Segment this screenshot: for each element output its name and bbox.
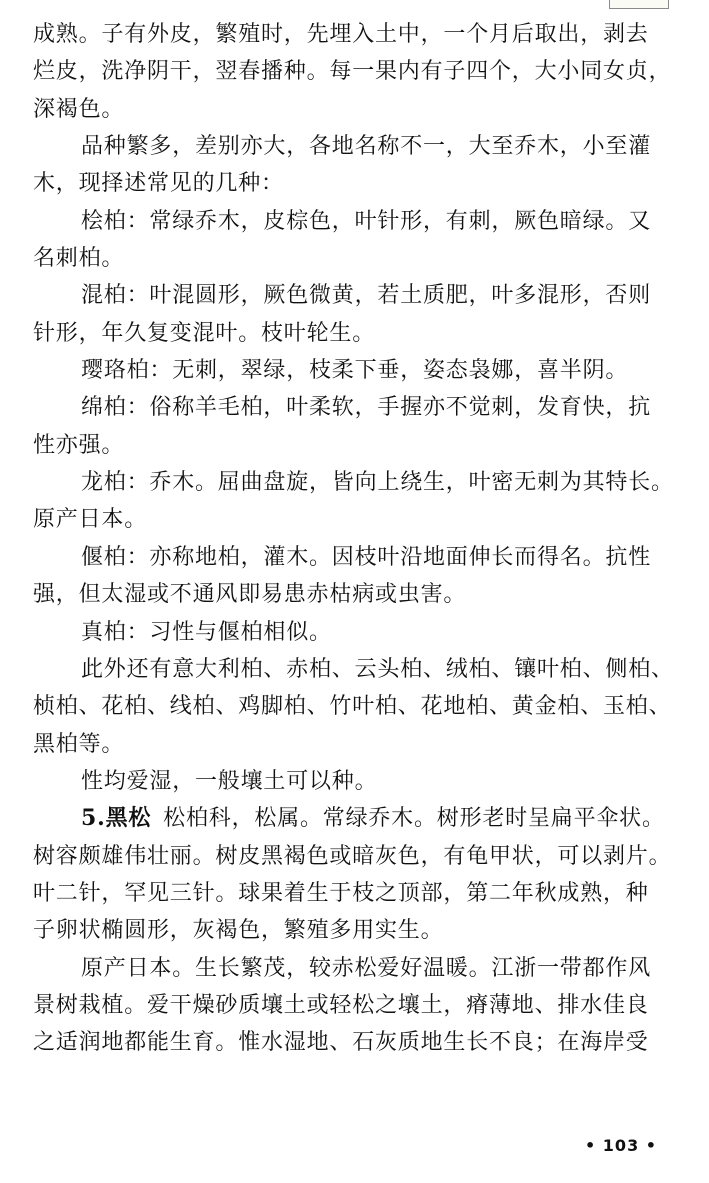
text-line: 景树栽植。爱干燥砂质壤土或轻松之壤土，瘠薄地、排水佳良 — [33, 992, 649, 1018]
text-line: 深褐色。 — [33, 96, 125, 122]
text-line: 名刺柏。 — [33, 246, 125, 272]
paragraph-first-line: 桧柏：常绿乔木，皮棕色，叶针形，有刺，厥色暗绿。又 — [81, 208, 652, 234]
text-line: 之适润地都能生育。惟水湿地、石灰质地生长不良；在海岸受 — [33, 1030, 649, 1056]
text-line: 叶二针，罕见三针。球果着生于枝之顶部，第二年秋成熟，种 — [33, 880, 649, 906]
page-number: • 103 • — [585, 1136, 657, 1155]
text-line: 成熟。子有外皮，繁殖时，先埋入土中，一个月后取出，剥去 — [33, 22, 649, 47]
paragraph-first-line: 混柏：叶混圆形，厥色微黄，若土质肥，叶多混形，否则 — [81, 283, 652, 309]
section-heading: 5.黑松 — [81, 805, 152, 832]
paragraph-first-line: 绵柏：俗称羊毛柏，叶柔软，手握亦不觉刺，发育快，抗 — [81, 395, 652, 421]
paragraph-first-line: 龙柏：乔木。屈曲盘旋，皆向上绕生，叶密无刺为其特长。 — [81, 470, 674, 496]
paragraph-first-line: 偃柏：亦称地柏，灌木。因枝叶沿地面伸长而得名。抗性 — [81, 544, 652, 570]
text-line: 针形，年久复变混叶。枝叶轮生。 — [33, 320, 376, 346]
text-line: 树容颇雄伟壮丽。树皮黑褐色或暗灰色，有龟甲状，可以剥片。 — [33, 843, 672, 869]
text-line: 子卵状椭圆形，灰褐色，繁殖多用实生。 — [33, 918, 444, 944]
document-page — [33, 16, 688, 1062]
section-heading-text: 松柏科，松属。常绿乔木。树形老时呈扁平伞状。 — [163, 806, 665, 832]
text-line: 烂皮，洗净阴干，翌春播种。每一果内有子四个，大小同女贞， — [33, 59, 672, 85]
text-line: 木，现择述常见的几种： — [33, 171, 284, 197]
text-line: 黑柏等。 — [33, 731, 125, 757]
text-line: 原产日本。 — [33, 507, 148, 533]
paragraph-first-line: 原产日本。生长繁茂，较赤松爱好温暖。江浙一带都作风 — [81, 955, 652, 981]
paragraph-first-line: 性均爱湿，一般壤土可以种。 — [81, 768, 378, 794]
paragraph-first-line: 品种繁多，差别亦大，各地名称不一，大至乔木，小至灌 — [81, 134, 652, 160]
page-corner-mark — [609, 0, 669, 9]
paragraph-first-line: 璎珞柏：无刺，翠绿，枝柔下垂，姿态袅娜，喜半阴。 — [81, 358, 629, 384]
text-line: 桢柏、花柏、线柏、鸡脚柏、竹叶柏、花地柏、黄金柏、玉柏、 — [33, 694, 672, 720]
paragraph-first-line: 此外还有意大利柏、赤柏、云头柏、绒柏、镶叶柏、侧柏、 — [81, 656, 674, 682]
text-line: 性亦强。 — [33, 432, 125, 458]
paragraph-first-line: 真柏：习性与偃柏相似。 — [81, 619, 332, 645]
text-line: 强，但太湿或不通风即易患赤枯病或虫害。 — [33, 582, 467, 608]
section-heading-line — [33, 800, 688, 837]
